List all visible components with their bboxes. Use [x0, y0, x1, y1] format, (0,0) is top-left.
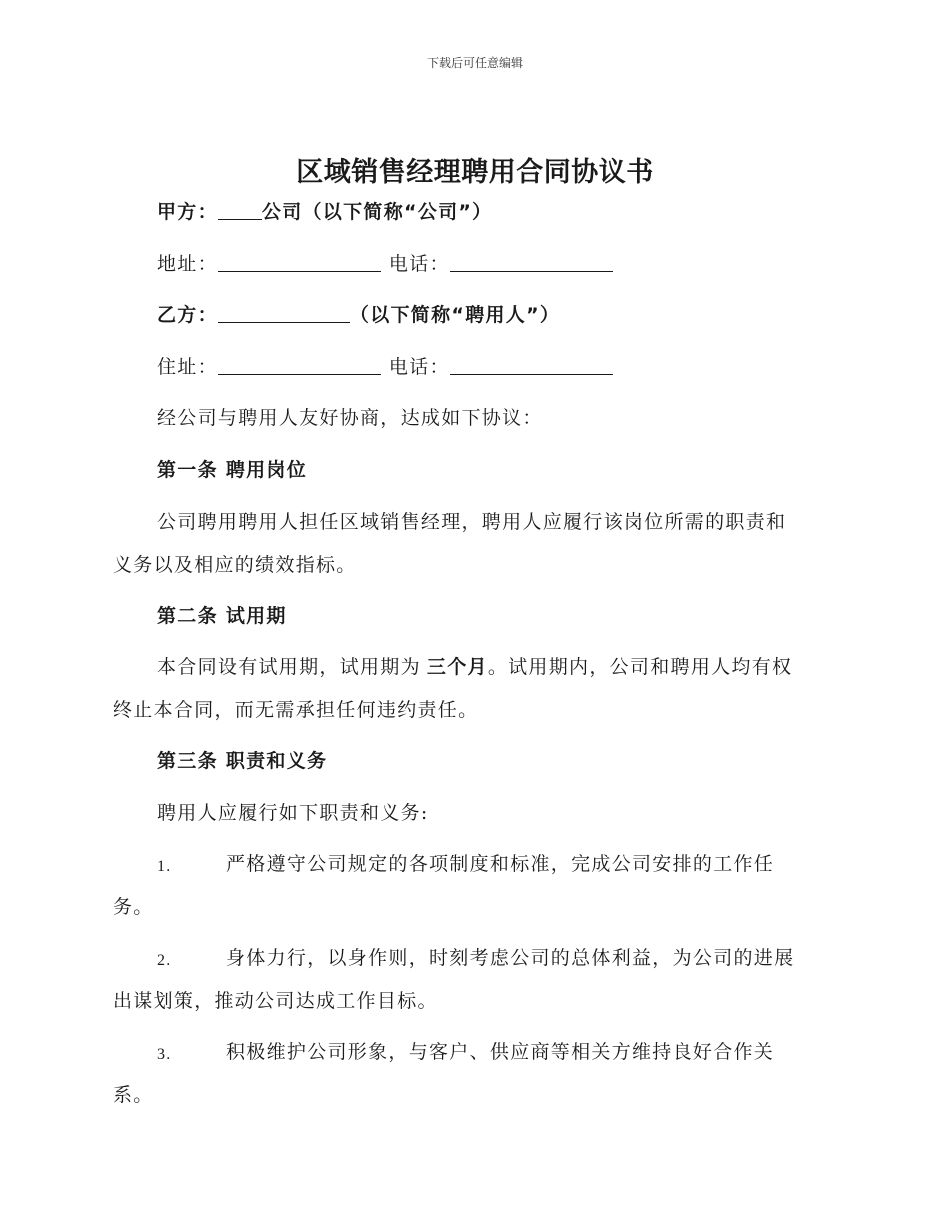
article-2-heading: 第二条 试用期	[157, 605, 287, 627]
item-2-line-2: 出谋划策，推动公司达成工作目标。	[113, 990, 438, 1012]
address-b-line	[157, 355, 613, 379]
article-1-line-1: 公司聘用聘用人担任区域销售经理，聘用人应履行该岗位所需的职责和	[157, 511, 787, 533]
item-1-line-2: 务。	[113, 896, 154, 918]
party-b-suffix: （以下简称“聘用人”）	[349, 304, 561, 326]
item-2-line-1: 身体力行，以身作则，时刻考虑公司的总体利益，为公司的进展	[226, 947, 795, 969]
item-1-line-1: 严格遵守公司规定的各项制度和标准，完成公司安排的工作任	[226, 853, 775, 875]
article-3-heading: 第三条 职责和义务	[157, 750, 328, 772]
article-2-line-1-pre: 本合同设有试用期，试用期为	[157, 656, 421, 678]
address-a-blank	[218, 253, 381, 272]
address-b-label: 住址：	[157, 356, 218, 378]
party-b-line	[157, 303, 560, 327]
party-a-label: 甲方：	[157, 201, 218, 223]
party-b-blank	[218, 304, 350, 323]
party-b-label: 乙方：	[157, 304, 218, 326]
article-1-heading: 第一条 聘用岗位	[157, 459, 308, 481]
address-b-blank	[218, 356, 381, 375]
trial-period-duration: 三个月	[426, 656, 488, 678]
item-3-number: 3.	[157, 1046, 172, 1063]
article-1-line-2: 义务以及相应的绩效指标。	[113, 554, 357, 576]
party-a-line	[157, 200, 492, 224]
article-3-intro: 聘用人应履行如下职责和义务:	[157, 802, 429, 824]
article-2-line-1-post: 。试用期内，公司和聘用人均有权	[487, 656, 793, 678]
party-a-blank	[218, 201, 262, 220]
item-2-number: 2.	[157, 952, 172, 969]
article-2-line-1	[157, 655, 792, 679]
intro-text: 经公司与聘用人友好协商，达成如下协议：	[157, 407, 543, 429]
document-title: 区域销售经理聘用合同协议书	[296, 157, 654, 188]
phone-b-label: 电话：	[388, 356, 450, 378]
item-3-line-1: 积极维护公司形象，与客户、供应商等相关方维持良好合作关	[226, 1041, 775, 1063]
address-a-line	[157, 252, 613, 276]
item-3-line-2: 系。	[113, 1084, 154, 1106]
party-a-suffix: 公司（以下简称“公司”）	[261, 201, 493, 223]
item-1-number: 1.	[157, 858, 172, 875]
address-a-label: 地址：	[157, 253, 218, 275]
article-2-line-2: 终止本合同，而无需承担任何违约责任。	[113, 699, 479, 721]
header-note: 下载后可任意编辑	[426, 56, 523, 70]
phone-a-blank	[450, 253, 613, 272]
phone-a-label: 电话：	[388, 253, 450, 275]
phone-b-blank	[450, 356, 613, 375]
